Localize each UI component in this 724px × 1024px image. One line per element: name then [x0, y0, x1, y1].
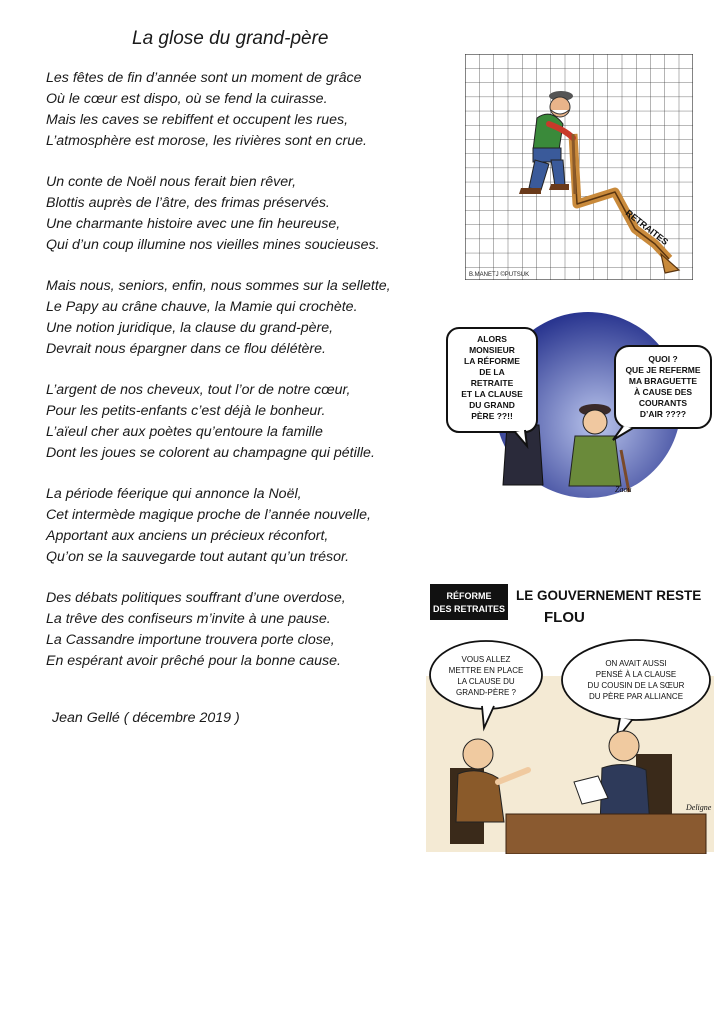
stanza: [46, 380, 426, 464]
poem-line: Qu’on se la sauvegarde tout autant qu’un trésor.: [46, 549, 350, 565]
bubble-left-line: LA CLAUSE DU: [457, 677, 515, 686]
bubble-right-line: PENSÉ À LA CLAUSE: [595, 670, 677, 679]
cartoon-braguette: [445, 310, 715, 500]
stanza: [46, 588, 426, 672]
cartoonist-signature: Zaou: [615, 485, 632, 494]
bubble-right-line: DU COUSIN DE LA SŒUR: [587, 681, 685, 690]
poem-line: Apportant aux anciens un précieux réconfort,: [46, 528, 329, 544]
bubble-right-line: ON AVAIT AUSSI: [605, 659, 667, 668]
cartoon-retraites-chart: [465, 54, 693, 280]
author-signature: Jean Gellé ( décembre 2019 ): [52, 710, 240, 726]
bubble-right-line: QUE JE REFERME: [625, 365, 701, 375]
bubble-right-line: À CAUSE DES: [633, 387, 693, 397]
poem-line: Blottis auprès de l’âtre, des frimas préservés.: [46, 195, 330, 211]
poem-line: Mais les caves se rebiffent et occupent les rues,: [46, 112, 349, 128]
speech-bubble-left: [430, 641, 542, 709]
cartoon-credit: B.MANETJ ©PUTSUK: [469, 272, 530, 278]
bubble-left-line: MONSIEUR: [469, 345, 515, 355]
poem-line: Le Papy au crâne chauve, la Mamie qui crochète.: [46, 299, 358, 315]
bubble-right-line: D’AIR ????: [639, 409, 687, 419]
poem-line: Devrait nous épargner dans ce flou délétère.: [46, 341, 326, 357]
stanza: [46, 276, 426, 360]
poem-line: L’atmosphère est morose, les rivières sont en crue.: [46, 133, 367, 149]
arrow-label: RETRAITES: [623, 207, 671, 247]
poem-title: La glose du grand-père: [132, 28, 329, 49]
poem-line: Où le cœur est dispo, où se fend la cuirasse.: [46, 91, 328, 107]
bubble-left-line: ALORS: [477, 334, 507, 344]
poem-line: Les fêtes de fin d’année sont un moment de grâce: [46, 70, 362, 86]
stanza: [46, 172, 426, 256]
bubble-left-line: RETRAITE: [470, 378, 514, 388]
poem-line: En espérant avoir prêché pour la bonne cause.: [46, 653, 341, 669]
poem-line: Pour les petits-enfants c’est déjà le bonheur.: [46, 403, 326, 419]
stanza: [46, 68, 426, 152]
tag-line-1: RÉFORME: [446, 591, 492, 601]
bubble-left-line: VOUS ALLEZ: [461, 655, 511, 664]
poem-line: La Cassandre importune trouvera porte close,: [46, 632, 335, 648]
poem-line: Une notion juridique, la clause du grand-père,: [46, 320, 334, 336]
headline-line-1: LE GOUVERNEMENT RESTE: [516, 588, 702, 603]
stanza: [46, 484, 426, 568]
cartoonist-signature: Deligne: [686, 803, 712, 812]
poem: [46, 68, 426, 692]
poem-line: Mais nous, seniors, enfin, nous sommes sur la sellette,: [46, 278, 391, 294]
poem-line: Cet intermède magique proche de l’année nouvelle,: [46, 507, 371, 523]
poem-line: La trêve des confiseurs m’invite à une pause.: [46, 611, 331, 627]
desk: [506, 814, 706, 854]
speech-bubble-right: [562, 640, 710, 720]
poem-line: Des débats politiques souffrant d’une overdose,: [46, 590, 346, 606]
bubble-right-line: QUOI ?: [648, 354, 678, 364]
poem-line: Un conte de Noël nous ferait bien rêver,: [46, 174, 297, 190]
bubble-right-line: MA BRAGUETTE: [628, 376, 698, 386]
cartoon-gouvernement-flou: [424, 578, 716, 854]
bubble-left-line: ET LA CLAUSE: [461, 389, 523, 399]
tag-line-2: DES RETRAITES: [432, 604, 506, 614]
bubble-left-line: METTRE EN PLACE: [448, 666, 524, 675]
bubble-right-line: COURANTS: [638, 398, 688, 408]
poem-line: L’aïeul cher aux poètes qu’entoure la famille: [46, 424, 323, 440]
bubble-right-line: DU PÈRE PAR ALLIANCE: [588, 692, 684, 701]
reforme-tag: [430, 584, 508, 620]
bubble-left-line: GRAND-PÈRE ?: [455, 688, 517, 697]
bubble-left-line: DE LA: [479, 367, 505, 377]
bubble-left-line: LA RÉFORME: [464, 356, 520, 366]
headline-line-2: FLOU: [544, 609, 585, 626]
poem-line: Une charmante histoire avec une fin heureuse,: [46, 216, 341, 232]
bubble-left-line: PÈRE ??!!: [471, 411, 513, 421]
poem-line: La période féerique qui annonce la Noël,: [46, 486, 302, 502]
bubble-left-line: DU GRAND: [469, 400, 515, 410]
poem-line: Dont les joues se colorent au champagne qui pétille.: [46, 445, 375, 461]
poem-line: Qui d’un coup illumine nos vieilles mines soucieuses.: [46, 237, 380, 253]
poem-line: L’argent de nos cheveux, tout l’or de notre cœur,: [46, 382, 351, 398]
